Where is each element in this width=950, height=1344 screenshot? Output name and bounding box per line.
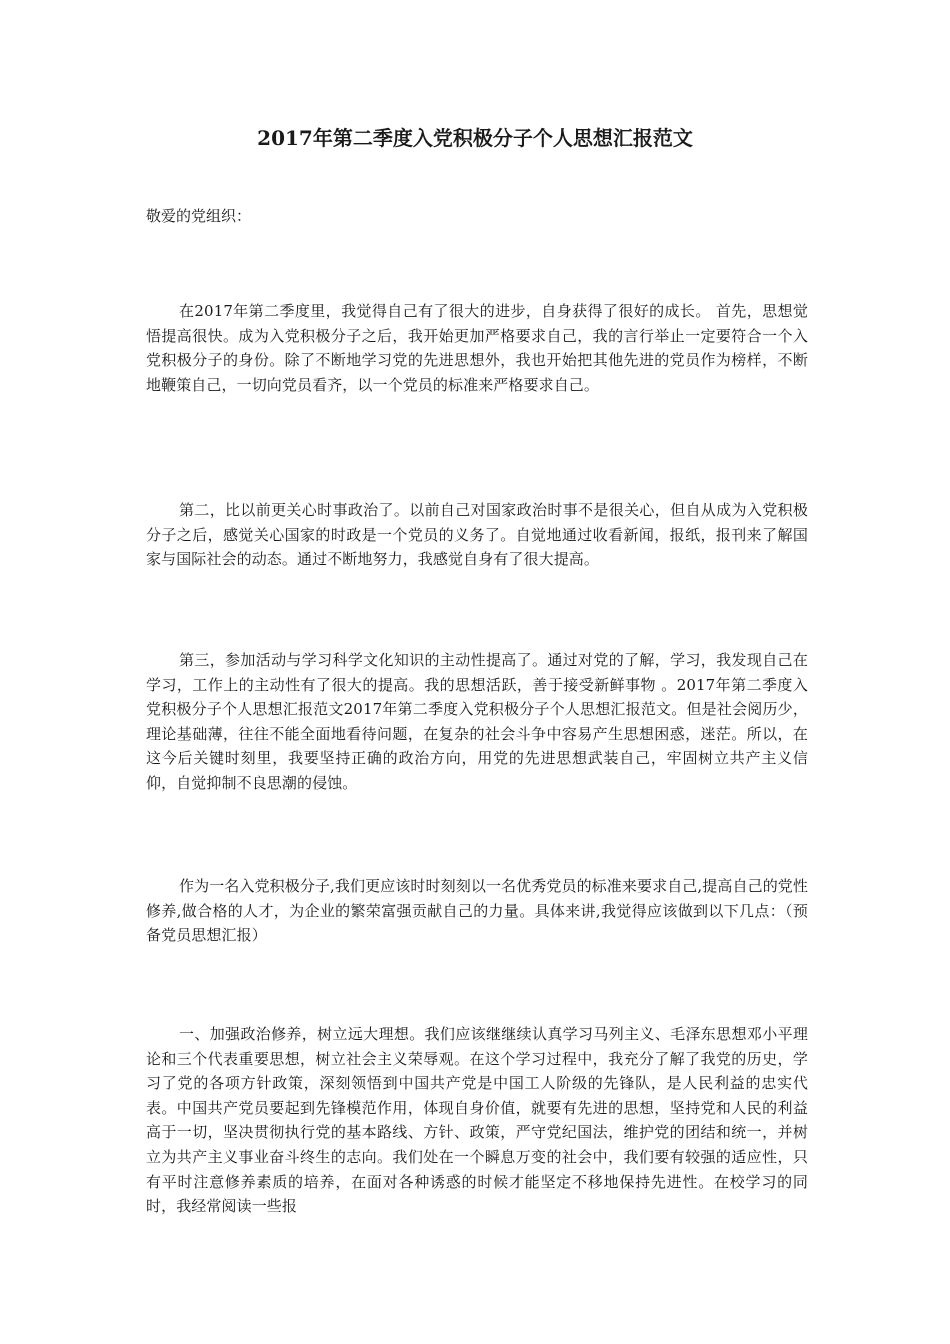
paragraph-3: 第三，参加活动与学习科学文化知识的主动性提高了。通过对党的了解，学习，我发现自己在学习，工作上的主动性有了很大的提高。我的思想活跃，善于接受新鲜事物 。2017年第二季度入党积极分子个人思想汇报范文2017年第二季度入党积极分子个人思想汇报范文。但是社会阅历少，理论基础薄，往往不能全面地看待问题，在复杂的社会斗争中容易产生思想困惑，迷茫。所以，在这今后关键时刻里，我要坚持正确的政治方向，用党的先进思想武装自己，牢固树立共产主义信仰，自觉抑制不良思潮的侵蚀。 — [146, 651, 808, 792]
paragraph-4: 作为一名入党积极分子,我们更应该时时刻刻以一名优秀党员的标准来要求自己,提高自己的党性修养,做合格的人才，为企业的繁荣富强贡献自己的力量。具体来讲,我觉得应该做到以下几点：（预备党员思想汇报） — [146, 877, 808, 945]
paragraph-1: 在2017年第二季度里，我觉得自己有了很大的进步，自身获得了很好的成长。 首先，思想觉悟提高很快。成为入党积极分子之后，我开始更加严格要求自己，我的言行举止一定要符合一个入党积极分子的身份。除了不断地学习党的先进思想外，我也开始把其他先进的党员作为榜样，不断地鞭策自己，一切向党员看齐，以一个党员的标准来严格要求自己。 — [146, 302, 808, 394]
paragraph-5: 一、加强政治修养，树立远大理想。我们应该继继续认真学习马列主义、毛泽东思想邓小平理论和三个代表重要思想，树立社会主义荣辱观。在这个学习过程中，我充分了解了我党的历史，学习了党的各项方针政策，深刻领悟到中国共产党是中国工人阶级的先锋队，是人民利益的忠实代表。中国共产党员要起到先锋模范作用，体现自身价值，就要有先进的思想，坚持党和人民的利益高于一切，坚决贯彻执行党的基本路线、方针、政策，严守党纪国法，维护党的团结和统一，并树立为共产主义事业奋斗终生的志向。我们处在一个瞬息万变的社会中，我们要有较强的适应性，只有平时注意修养素质的培养，在面对各种诱惑的时候才能坚定不移地保持先进性。在校学习的同时，我经常阅读一些报 — [146, 1025, 808, 1216]
document-title: 2017年第二季度入党积极分子个人思想汇报范文 — [257, 126, 693, 150]
paragraph-2: 第二，比以前更关心时事政治了。以前自己对国家政治时事不是很关心，但自从成为入党积极分子之后，感觉关心国家的时政是一个党员的义务了。自觉地通过收看新闻，报纸，报刊来了解国家与国际社会的动态。通过不断地努力，我感觉自身有了很大提高。 — [146, 501, 808, 569]
salutation: 敬爱的党组织： — [146, 207, 252, 225]
